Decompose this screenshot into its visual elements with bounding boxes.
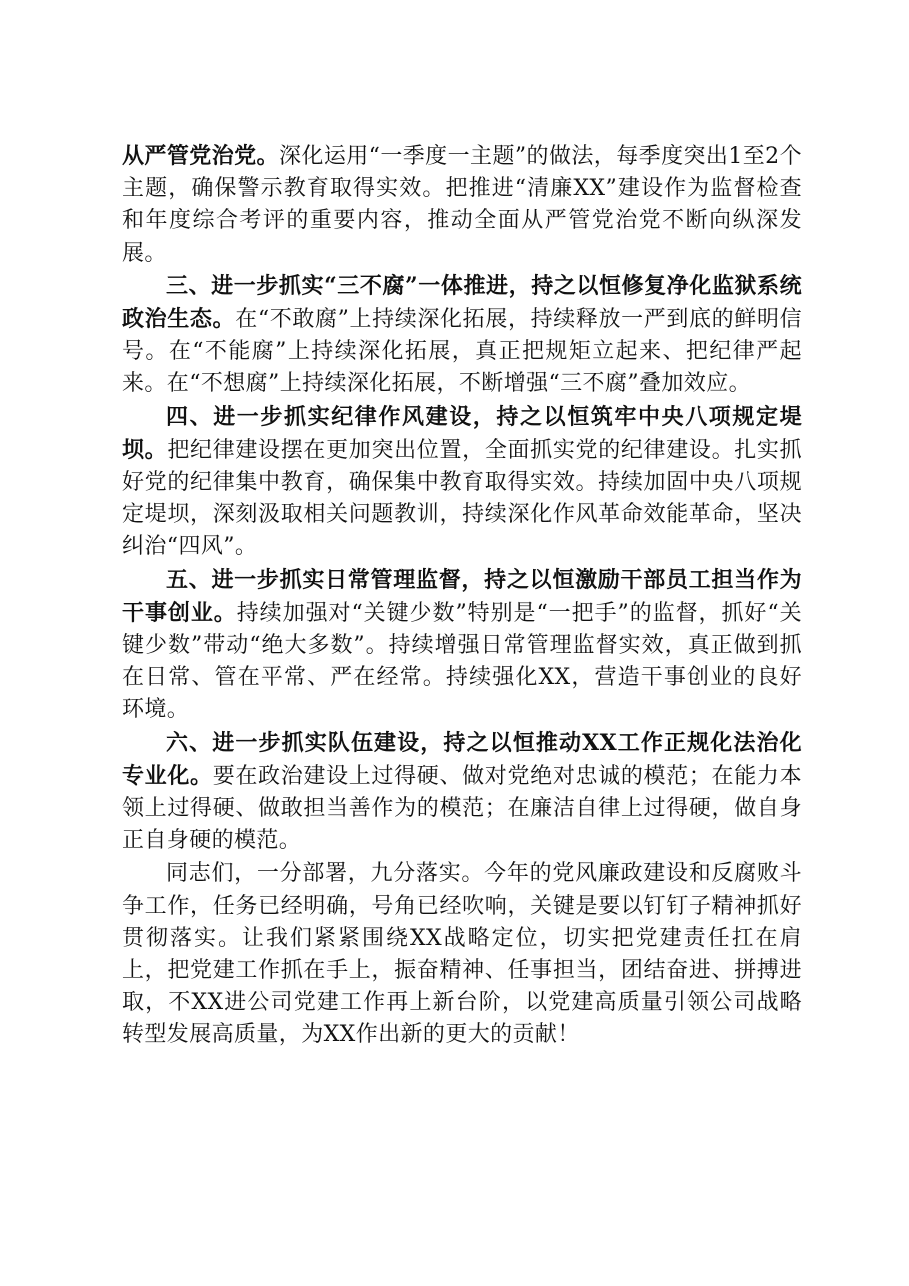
paragraph-body: 同志们，一分部署，九分落实。今年的党风廉政建设和反腐败斗争工作，任务已经明确，号角已经吹响，关键是要以钉钉子精神抓好贯彻落实。让我们紧紧围绕XX战略定位，切实把党建责任扛在肩上，把党建工作抓在手上，振奋精神、任事担当，团结奋进、拼搏进取，不XX进公司党建工作再上新台阶，以党建高质量引领公司战略转型发展高质量，为XX作出新的更大的贡献！ <box>122 861 802 1048</box>
paragraph-body: 持续加强对“关键少数”特别是“一把手”的监督，抓好“关键少数”带动“绝大多数”。持续增强日常管理监督实效，真正做到抓在日常、管在平常、严在经常。持续强化XX，营造干事创业的良好环境。 <box>122 600 802 723</box>
section-heading: 三、进一步抓实“三不腐”一体推进，持之以恒修复净化监狱系统政治生态。 <box>122 272 802 333</box>
paragraph-section-5 <box>122 564 802 727</box>
paragraph-body: 把纪律建设摆在更加突出位置，全面抓实党的纪律建设。扎实抓好党的纪律集中教育，确保集中教育取得实效。持续加固中央八项规定堤坝，深刻汲取相关问题教训，持续深化作风革命效能革命，坚决纠治“四风”。 <box>122 437 802 560</box>
paragraph-closing <box>122 857 802 1051</box>
paragraph-body: 在“不敢腐”上持续深化拓展，持续释放一严到底的鲜明信号。在“不能腐”上持续深化拓展，真正把规矩立起来、把纪律严起来。在“不想腐”上持续深化拓展，不断增强“三不腐”叠加效应。 <box>122 307 802 397</box>
section-heading: 六、进一步抓实队伍建设，持之以恒推动XX工作正规化法治化专业化。 <box>122 729 802 789</box>
section-heading: 四、进一步抓实纪律作风建设，持之以恒筑牢中央八项规定堤坝。 <box>122 403 802 463</box>
section-heading: 五、进一步抓实日常管理监督，持之以恒激励干部员工担当作为干事创业。 <box>122 566 802 626</box>
paragraph-lead: 从严管党治党。 <box>122 143 279 169</box>
paragraph-section-3 <box>122 270 802 401</box>
paragraph-body: 深化运用“一季度一主题”的做法，每季度突出1至2个主题，确保警示教育取得实效。把推进“清廉XX”建设作为监督检查和年度综合考评的重要内容，推动全面从严管党治党不断向纵深发展。 <box>122 144 802 266</box>
document-body <box>122 140 802 1052</box>
paragraph-section-6 <box>122 727 802 858</box>
paragraph-section-4 <box>122 401 802 564</box>
paragraph-body: 要在政治建设上过得硬、做对党绝对忠诚的模范；在能力本领上过得硬、做敢担当善作为的模范；在廉洁自律上过得硬，做自身正自身硬的模范。 <box>122 763 802 854</box>
paragraph-continued <box>122 140 802 270</box>
